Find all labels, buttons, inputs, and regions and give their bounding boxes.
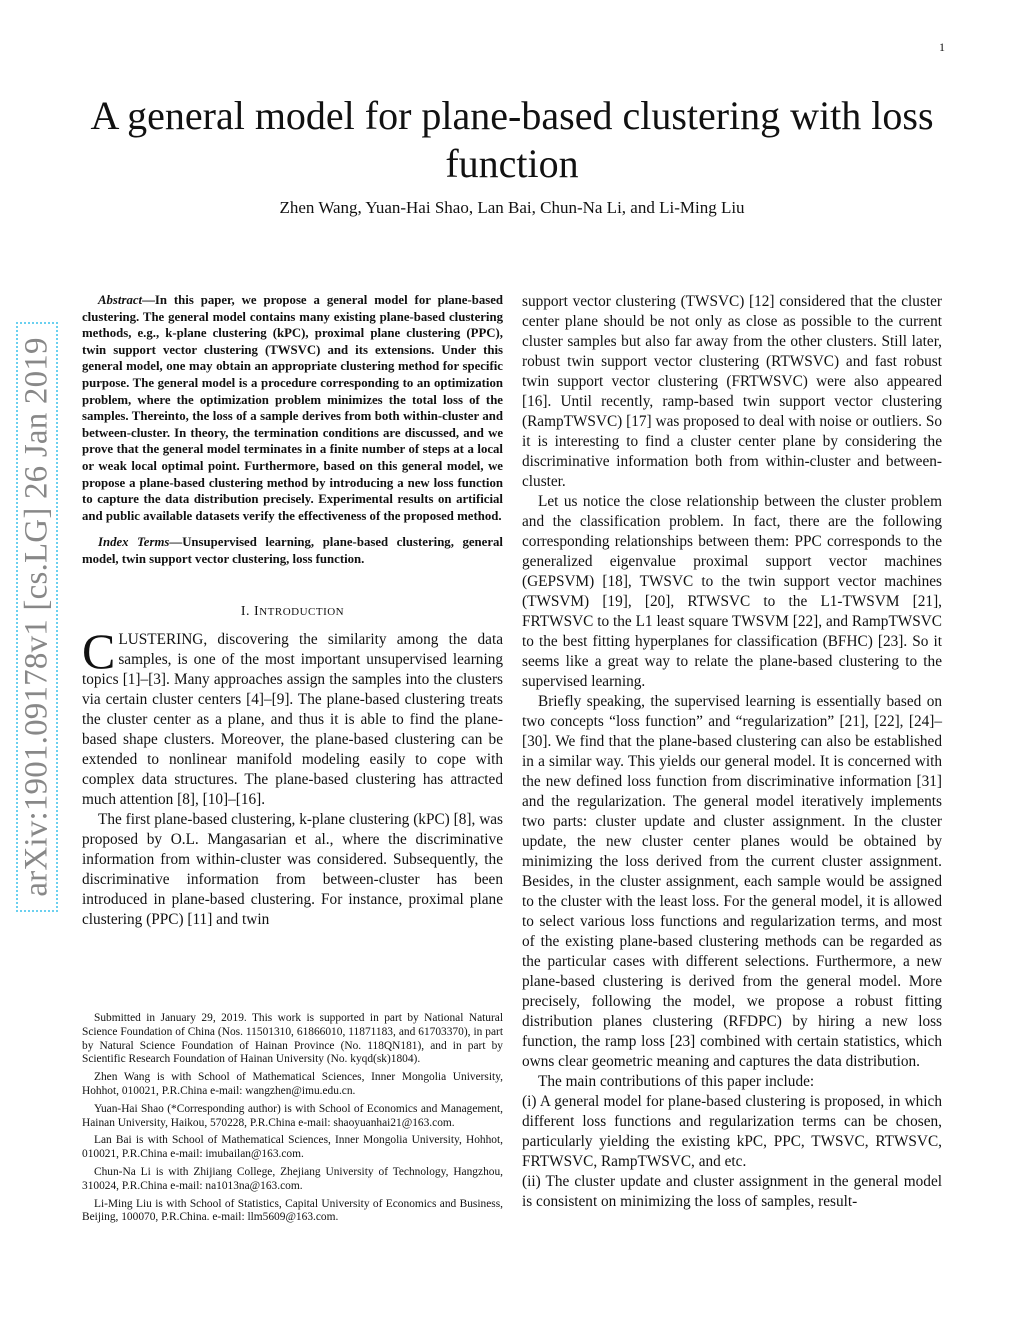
intro-paragraph-2: The first plane-based clustering, k-plane clustering (kPC) [8], was proposed by O.L. Mangasarian et al., where the discriminative information from within-cluster was considered. Subsequently, the discriminative information from between-cluster has been introduced in plane-based clustering. For instance, proximal plane clustering (PPC) [11] and twin: [82, 810, 503, 928]
arxiv-stamp[interactable]: [16, 322, 58, 912]
right-paragraph-5: (i) A general model for plane-based clustering is proposed, in which different loss functions and regularization terms can be chosen, particularly yielding the existing kPC, PPC, TWSVC, RTWSVC, FRTWSVC, RampTWSVC, and etc.: [522, 1093, 942, 1170]
footnote: Yuan-Hai Shao (*Corresponding author) is with School of Economics and Management, Hainan University, Haikou, 570228, P.R.China e-mail: shaoyuanhai21@163.com.: [82, 1102, 503, 1129]
footnote: Zhen Wang is with School of Mathematical Sciences, Inner Mongolia University, Hohhot, 010021, P.R.China e-mail: wangzhen@imu.edu.cn.: [82, 1071, 503, 1097]
right-paragraph-6: (ii) The cluster update and cluster assignment in the general model is consistent on minimizing the loss of samples, result-: [522, 1173, 942, 1210]
intro-paragraph-1: [82, 622, 503, 810]
paper-authors: Zhen Wang, Yuan-Hai Shao, Lan Bai, Chun-Na Li, and Li-Ming Liu: [279, 198, 745, 217]
right-paragraph-1: support vector clustering (TWSVC) [12] considered that the cluster center plane should be not only as close as possible to the current cluster samples but also far away from the other clusters. Still later, robust twin support vector clustering (RTWSVC) and fast robust twin support vector clustering (FRTWSVC) were also appeared [16]. Until recently, ramp-based twin support vector clustering (RampTWSVC) [17] was proposed to deal with noise or outliers. So it is interesting to find a cluster center plane by considering the discriminative information both from within-cluster and between-cluster.: [522, 293, 942, 490]
footnote: Chun-Na Li is with Zhijiang College, Zhejiang University of Technology, Hangzhou, 310024, P.R.China e-mail: na1013na@163.com.: [82, 1165, 503, 1192]
section-number: I.: [240, 603, 251, 619]
section-title-first: I: [254, 603, 260, 619]
page-number: 1: [939, 40, 945, 54]
section-heading: [82, 604, 503, 620]
abstract-text: —In this paper, we propose a general model for plane-based clustering. The general model contains many existing plane-based clustering methods, e.g., k-plane clustering (kPC), proximal plane clustering (PPC), twin support vector clustering (TWSVC) and its extensions. Under this general model, one may obtain an appropriate clustering method for specific purpose. The general model is a procedure corresponding to an optimization problem, where the optimization problem minimizes the total loss of the samples. Thereinto, the loss of a sample derives from both within-cluster and between-cluster. In theory, the termination conditions are discussed, and we prove that the general model terminates in a finite number of steps at a local or weak local optimal point. Furthermore, based on this general model, we propose a plane-based clustering method by introducing a new loss function to capture the data distribution precisely. Experimental results on artificial and public available datasets verify the effectiveness of the proposed method.: [82, 293, 503, 523]
paper-title: A general model for plane-based clustering with loss function: [90, 93, 934, 186]
index-terms-label: Index Terms: [98, 535, 170, 550]
section-title-rest: NTRODUCTION: [259, 605, 345, 618]
arxiv-stamp-text: arXiv:1901.09178v1 [cs.LG] 26 Jan 2019: [18, 337, 55, 897]
right-column: [522, 292, 942, 1212]
abstract-label: Abstract: [98, 293, 143, 307]
footnote: Lan Bai is with School of Mathematical Sciences, Inner Mongolia University, Hohhot, 010021, P.R.China e-mail: imubailan@163.com.: [82, 1134, 503, 1161]
intro-p1-text: LUSTERING, discovering the similarity among the data samples, is one of the most important unsupervised learning topics [1]–[3]. Many approaches assign the samples into the clusters via certain cluster centers [4]–[9]. The plane-based clustering treats the cluster center as a plane, and thus it is able to find the plane-based shape clusters. Moreover, the plane-based clustering can be extended to nonlinear manifold modeling easily to cope with complex data structures. The plane-based clustering has attracted much attention [8], [10]–[16].: [82, 630, 503, 808]
index-terms-text: —Unsupervised learning, plane-based clustering, general model, twin support vector clustering, loss function.: [82, 535, 503, 566]
left-column: [82, 292, 503, 930]
abstract: [82, 292, 503, 524]
index-terms: [82, 534, 503, 567]
dropcap: C: [82, 622, 116, 679]
right-paragraph-2: Let us notice the close relationship between the cluster problem and the classification problem. In fact, there are the following corresponding relationships between them: PPC corresponds to the generalized eigenvalue proximal support vector machines (GEPSVM) [18], TWSVC to the twin support vector machines (TWSVM) [19], [20], RTWSVC to the L1-TWSVM [21], FRTWSVC to the L1 least square TWSVM [22], and RampTWSVC to the best fitting hyperplanes for classification (BFHC) [23]. So it seems like a great way to relate the plane-based clustering to the supervised learning.: [522, 493, 942, 690]
footnote: Submitted in January 29, 2019. This work is supported in part by National Natural Science Foundation of China (Nos. 11501310, 61866010, 11871183, and 61703370), in part by Natural Science Foundation of Hainan Province (No. 118QN181), and in part by Scientific Research Foundation of Hainan University (No. kyqd(sk)1804).: [82, 1012, 503, 1066]
footnote: Li-Ming Liu is with School of Statistics, Capital University of Economics and Business, Beijing, 100070, P.R.China. e-mail: llm5609@163.com.: [82, 1197, 503, 1224]
footnotes: [82, 1012, 503, 1229]
right-paragraph-4: The main contributions of this paper include:: [538, 1073, 815, 1090]
right-paragraph-3: Briefly speaking, the supervised learning is essentially based on two concepts “loss function” and “regularization” [21], [22], [24]–[30]. We find that the plane-based clustering can also be established in a similar way. This yields our general model. It is concerned with the new defined loss function from discriminative information [31] and the regularization. The general model iteratively implements two parts: cluster update and cluster assignment. In the cluster update, the new cluster center planes would be obtained by minimizing the loss derived from the current cluster assignment. Besides, in the cluster assignment, each sample would be assigned to the cluster with the least loss. For the general model, it is allowed to select various loss functions and regularization terms, and most of the existing plane-based clustering methods can be regarded as the particular cases with different selections. Furthermore, a new plane-based clustering is derived from the general model. More precisely, following the model, we propose a robust fitting distribution planes clustering (RFDPC) by hiring a new loss function, the ramp loss [23] combined with certain statistics, which owns clear geometric meaning and captures the data distribution.: [522, 693, 942, 1070]
